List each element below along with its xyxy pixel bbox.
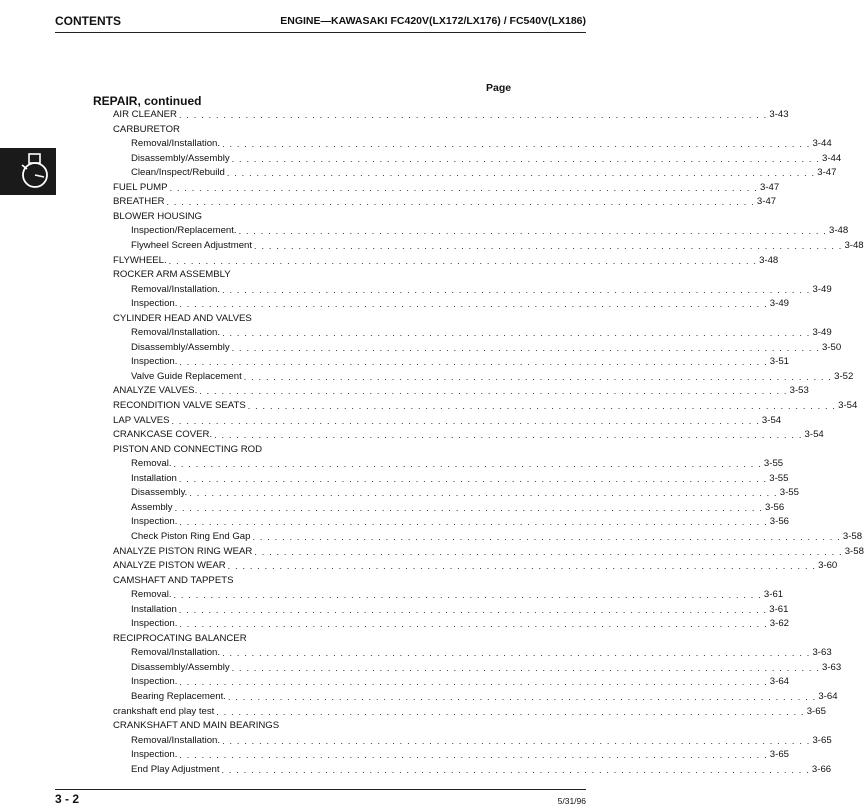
toc-entry-page: 3-51	[769, 356, 789, 368]
toc-heading: CRANKSHAFT AND MAIN BEARINGS	[113, 720, 280, 732]
toc-entry-page: 3-54	[804, 429, 824, 441]
toc-entry-title: Bearing Replacement.	[131, 691, 226, 702]
toc-entry-page: 3-56	[769, 516, 789, 528]
toc-entry-page: 3-55	[769, 472, 789, 484]
dot-leader: . . . . . . . . . . . . . . . . . . . . . . . . . . . . . . . . . . . . . . . . . . . . . . . . . . . . . . . . . . . . . . . . . . . . . . . . . . . . . . . .	[226, 168, 816, 179]
dot-leader: . . . . . . . . . . . . . . . . . . . . . . . . . . . . . . . . . . . . . . . . . . . . . . . . . . . . . . . . . . . . . . . . . . . . . . . . . . . . . . . .	[179, 357, 768, 368]
toc-entry[interactable]	[131, 515, 789, 530]
toc-entry-page: 3-44	[812, 138, 832, 150]
dot-leader: . . . . . . . . . . . . . . . . . . . . . . . . . . . . . . . . . . . . . . . . . . . . . . . . . . . . . . . . . . . . . . . . . . . . . . . . . . . . . . . .	[222, 735, 811, 746]
toc-entry-title: Inspection/Replacement.	[131, 225, 237, 237]
page-column-label: Page	[486, 82, 512, 94]
dot-leader: . . . . . . . . . . . . . . . . . . . . . . . . . . . . . . . . . . . . . . . . . . . . . . . . . . . . . . . . . . . . . . . . . . . . . . . . . . . . . . . .	[189, 488, 778, 499]
toc-entry[interactable]	[131, 734, 832, 749]
toc-entry[interactable]	[131, 457, 784, 472]
toc-entry-title: Removal/Installation.	[131, 647, 221, 659]
toc-entry-page: 3-64	[818, 691, 838, 702]
toc-entry-page: 3-65	[806, 705, 826, 717]
toc-entry-title: Installation	[131, 472, 177, 484]
dot-leader: . . . . . . . . . . . . . . . . . . . . . . . . . . . . . . . . . . . . . . . . . . . . . . . . . . . . . . . . . . . . . . . . . . . . . . . . . . . . . . . .	[173, 590, 762, 601]
toc-entry[interactable]	[131, 617, 789, 632]
toc-entry[interactable]	[113, 254, 779, 269]
toc-heading: CAMSHAFT AND TAPPETS	[113, 574, 234, 586]
toc-entry[interactable]	[113, 414, 782, 429]
toc-entry-page: 3-65	[812, 734, 832, 746]
toc-entry[interactable]	[131, 297, 789, 312]
footer-rule	[55, 789, 586, 790]
toc-entry-page: 3-49	[812, 327, 832, 339]
toc-entry-title: Inspection.	[131, 749, 178, 761]
engine-clock-icon	[0, 148, 56, 195]
toc-entry-page: 3-65	[769, 749, 789, 761]
toc-entry-title: Removal.	[131, 589, 172, 601]
dot-leader: . . . . . . . . . . . . . . . . . . . . . . . . . . . . . . . . . . . . . . . . . . . . . . . . . . . . . . . . . . . . . . . . . . . . . . . . . . . . . . . .	[254, 546, 843, 557]
toc-entry-page: 3-49	[769, 298, 789, 310]
dot-leader: . . . . . . . . . . . . . . . . . . . . . . . . . . . . . . . . . . . . . . . . . . . . . . . . . . . . . . . . . . . . . . . . . . . . . . . . . . . . . . . .	[231, 342, 821, 353]
toc-entry[interactable]	[131, 748, 789, 763]
toc-entry-title: Removal/Installation.	[131, 734, 221, 746]
dot-leader: . . . . . . . . . . . . . . . . . . . . . . . . . . . . . . . . . . . . . . . . . . . . . . . . . . . . . . . . . . . . . . . . . . . . . . . . . . . . . . . .	[231, 153, 821, 164]
toc-entry-title: ANALYZE PISTON RING WEAR	[113, 545, 253, 557]
toc-entry[interactable]	[113, 181, 780, 196]
toc-entry-page: 3-58	[842, 530, 863, 542]
toc-heading: BLOWER HOUSING	[113, 210, 203, 222]
toc-entry[interactable]	[131, 341, 842, 356]
toc-entry-page: 3-49	[812, 283, 832, 295]
toc-heading: CYLINDER HEAD AND VALVES	[113, 312, 252, 324]
dot-leader: . . . . . . . . . . . . . . . . . . . . . . . . . . . . . . . . . . . . . . . . . . . . . . . . . . . . . . . . . . . . . . . . . . . . . . . . . . . . . . . .	[179, 517, 768, 528]
toc-entry[interactable]	[131, 530, 863, 545]
toc-entry-title: Disassembly.	[131, 487, 188, 499]
toc-entry[interactable]	[131, 355, 789, 370]
toc-entry-page: 3-66	[811, 763, 832, 775]
toc-entry-title: LAP VALVES	[113, 414, 170, 426]
dot-leader: . . . . . . . . . . . . . . . . . . . . . . . . . . . . . . . . . . . . . . . . . . . . . . . . . . . . . . . . . . . . . . . . . . . . . . . . . . . . . . . .	[227, 561, 817, 572]
toc-entry[interactable]	[131, 224, 849, 239]
toc-entry-page: 3-47	[759, 181, 780, 193]
dot-leader: . . . . . . . . . . . . . . . . . . . . . . . . . . . . . . . . . . . . . . . . . . . . . . . . . . . . . . . . . . . . . . . . . . . . . . . . . . . . . . . .	[243, 371, 833, 382]
toc-entry-title: Removal.	[131, 458, 172, 470]
toc-entry-page: 3-55	[763, 458, 784, 470]
toc-entry-title: CRANKCASE COVER.	[113, 429, 213, 441]
toc-entry-page: 3-53	[789, 385, 809, 397]
toc-entry-title: Removal/Installation.	[131, 327, 221, 339]
toc-entry-page: 3-44	[822, 152, 842, 164]
toc-entry-title: Inspection.	[131, 618, 178, 630]
toc-entry-title: End Play Adjustment	[131, 763, 220, 775]
toc-entry-title: Inspection.	[131, 516, 178, 528]
toc-entry-page: 3-48	[828, 225, 849, 237]
toc-entry-page: 3-43	[769, 109, 789, 120]
toc-entry[interactable]	[113, 705, 826, 720]
toc-entry-title: Clean/Inspect/Rebuild	[131, 167, 225, 179]
toc-entry-page: 3-52	[834, 370, 854, 382]
toc-entry[interactable]	[113, 384, 809, 399]
toc-entry-page: 3-64	[769, 676, 789, 688]
toc-entry[interactable]	[131, 675, 789, 690]
dot-leader: . . . . . . . . . . . . . . . . . . . . . . . . . . . . . . . . . . . . . . . . . . . . . . . . . . . . . . . . . . . . . . . . . . . . . . . . . . . . . . . .	[222, 328, 811, 339]
dot-leader: . . . . . . . . . . . . . . . . . . . . . . . . . . . . . . . . . . . . . . . . . . . . . . . . . . . . . . . . . . . . . . . . . . . . . . . . . . . . . . . .	[214, 430, 803, 441]
toc-entry-title: FLYWHEEL.	[113, 254, 167, 266]
toc-entry-page: 3-63	[812, 647, 832, 659]
toc-entry[interactable]	[113, 195, 777, 210]
toc-entry-page: 3-61	[769, 603, 789, 615]
header-contents-label: CONTENTS	[55, 14, 121, 28]
toc-entry-page: 3-56	[764, 501, 785, 513]
toc-entry[interactable]	[131, 501, 785, 516]
dot-leader: . . . . . . . . . . . . . . . . . . . . . . . . . . . . . . . . . . . . . . . . . . . . . . . . . . . . . . . . . . . . . . . . . . . . . . . . . . . . . . . .	[252, 531, 841, 542]
toc-entry-title: Removal/Installation.	[131, 138, 221, 150]
dot-leader: . . . . . . . . . . . . . . . . . . . . . . . . . . . . . . . . . . . . . . . . . . . . . . . . . . . . . . . . . . . . . . . . . . . . . . . . . . . . . . . .	[179, 750, 768, 761]
toc-entry-page: 3-54	[838, 400, 858, 411]
dot-leader: . . . . . . . . . . . . . . . . . . . . . . . . . . . . . . . . . . . . . . . . . . . . . . . . . . . . . . . . . . . . . . . . . . . . . . . . . . . . . . . .	[222, 648, 811, 659]
toc-entry-title: Valve Guide Replacement	[131, 370, 242, 382]
toc-entry-page: 3-54	[761, 414, 782, 426]
dot-leader: . . . . . . . . . . . . . . . . . . . . . . . . . . . . . . . . . . . . . . . . . . . . . . . . . . . . . . . . . . . . . . . . . . . . . . . . . . . . . . . .	[178, 110, 768, 120]
toc-entry-title: Inspection.	[131, 676, 178, 688]
dot-leader: . . . . . . . . . . . . . . . . . . . . . . . . . . . . . . . . . . . . . . . . . . . . . . . . . . . . . . . . . . . . . . . . . . . . . . . . . . . . . . . .	[179, 299, 768, 310]
toc-entry[interactable]	[131, 152, 842, 167]
section-title: REPAIR, continued	[93, 94, 202, 108]
dot-leader: . . . . . . . . . . . . . . . . . . . . . . . . . . . . . . . . . . . . . . . . . . . . . . . . . . . . . . . . . . . . . . . . . . . . . . . . . . . . . . . .	[179, 619, 768, 630]
toc-entry-page: 3-62	[769, 618, 789, 630]
dot-leader: . . . . . . . . . . . . . . . . . . . . . . . . . . . . . . . . . . . . . . . . . . . . . . . . . . . . . . . . . . . . . . . . . . . . . . . . . . . . . . . .	[166, 197, 755, 208]
dot-leader: . . . . . . . . . . . . . . . . . . . . . . . . . . . . . . . . . . . . . . . . . . . . . . . . . . . . . . . . . . . . . . . . . . . . . . . . . . . . . . . .	[178, 473, 768, 484]
toc-entry[interactable]	[131, 646, 832, 661]
dot-leader: . . . . . . . . . . . . . . . . . . . . . . . . . . . . . . . . . . . . . . . . . . . . . . . . . . . . . . . . . . . . . . . . . . . . . . . . . . . . . . . .	[179, 677, 768, 688]
dot-leader: . . . . . . . . . . . . . . . . . . . . . . . . . . . . . . . . . . . . . . . . . . . . . . . . . . . . . . . . . . . . . . . . . . . . . . . . . . . . . . . .	[231, 662, 821, 673]
toc-entry[interactable]	[131, 690, 838, 705]
dot-leader: . . . . . . . . . . . . . . . . . . . . . . . . . . . . . . . . . . . . . . . . . . . . . . . . . . . . . . . . . . . . . . . . . . . . . . . . . . . . . . . .	[168, 255, 758, 266]
toc-entry-title: Disassembly/Assembly	[131, 341, 230, 353]
toc-entry[interactable]	[131, 370, 854, 385]
toc-entry-title: AIR CLEANER	[113, 109, 177, 120]
dot-leader: . . . . . . . . . . . . . . . . . . . . . . . . . . . . . . . . . . . . . . . . . . . . . . . . . . . . . . . . . . . . . . . . . . . . . . . . . . . . . . . .	[222, 284, 811, 295]
toc-entry[interactable]	[131, 603, 789, 618]
toc-entry-title: Flywheel Screen Adjustment	[131, 239, 253, 251]
toc-entry[interactable]	[113, 559, 838, 574]
toc-heading: ROCKER ARM ASSEMBLY	[113, 269, 231, 281]
toc-entry-page: 3-47	[817, 167, 837, 179]
toc-entry-page: 3-60	[818, 560, 838, 572]
toc-entry[interactable]	[131, 239, 864, 254]
toc-heading: PISTON AND CONNECTING ROD	[113, 443, 263, 455]
toc-entry-title: BREATHER	[113, 196, 165, 208]
dot-leader: . . . . . . . . . . . . . . . . . . . . . . . . . . . . . . . . . . . . . . . . . . . . . . . . . . . . . . . . . . . . . . . . . . . . . . . . . . . . . . . .	[178, 604, 768, 615]
toc-entry-page: 3-48	[759, 254, 779, 266]
toc-entry[interactable]	[131, 137, 832, 152]
toc-entry-title: Assembly	[131, 501, 173, 513]
toc-entry[interactable]	[131, 486, 799, 501]
toc-entry[interactable]	[113, 399, 858, 414]
dot-leader: . . . . . . . . . . . . . . . . . . . . . . . . . . . . . . . . . . . . . . . . . . . . . . . . . . . . . . . . . . . . . . . . . . . . . . . . . . . . . . . .	[174, 502, 763, 513]
footer-date: 5/31/96	[557, 796, 586, 806]
section-tab	[0, 148, 56, 195]
toc-entry-page: 3-58	[844, 545, 864, 557]
toc-entry-title: RECONDITION VALVE SEATS	[113, 400, 246, 411]
dot-leader: . . . . . . . . . . . . . . . . . . . . . . . . . . . . . . . . . . . . . . . . . . . . . . . . . . . . . . . . . . . . . . . . . . . . . . . . . . . . . . . .	[247, 401, 837, 411]
toc-entry[interactable]	[131, 763, 832, 778]
toc-entry-title: ANALYZE PISTON WEAR	[113, 560, 226, 572]
toc-entry-page: 3-55	[779, 487, 799, 499]
toc-entry-title: Removal/Installation.	[131, 283, 221, 295]
toc-entry-title: crankshaft end play test	[113, 705, 215, 717]
toc-entry-page: 3-50	[822, 341, 842, 353]
dot-leader: . . . . . . . . . . . . . . . . . . . . . . . . . . . . . . . . . . . . . . . . . . . . . . . . . . . . . . . . . . . . . . . . . . . . . . . . . . . . . . . .	[254, 240, 843, 251]
dot-leader: . . . . . . . . . . . . . . . . . . . . . . . . . . . . . . . . . . . . . . . . . . . . . . . . . . . . . . . . . . . . . . . . . . . . . . . . . . . . . . . .	[169, 182, 758, 193]
toc-entry-title: Check Piston Ring End Gap	[131, 530, 251, 542]
dot-leader: . . . . . . . . . . . . . . . . . . . . . . . . . . . . . . . . . . . . . . . . . . . . . . . . . . . . . . . . . . . . . . . . . . . . . . . . . . . . . . . .	[221, 764, 810, 775]
page-header	[55, 10, 586, 33]
dot-leader: . . . . . . . . . . . . . . . . . . . . . . . . . . . . . . . . . . . . . . . . . . . . . . . . . . . . . . . . . . . . . . . . . . . . . . . . . . . . . . . .	[216, 706, 805, 717]
toc-entry-title: Disassembly/Assembly	[131, 661, 230, 673]
header-engine-title: ENGINE—KAWASAKI FC420V(LX172/LX176) / FC540V(LX186)	[280, 15, 586, 27]
toc-entry-title: Inspection.	[131, 298, 178, 310]
toc-entry[interactable]	[113, 108, 789, 123]
toc-entry[interactable]	[131, 472, 789, 487]
dot-leader: . . . . . . . . . . . . . . . . . . . . . . . . . . . . . . . . . . . . . . . . . . . . . . . . . . . . . . . . . . . . . . . . . . . . . . . . . . . . . . . .	[199, 386, 788, 397]
dot-leader: . . . . . . . . . . . . . . . . . . . . . . . . . . . . . . . . . . . . . . . . . . . . . . . . . . . . . . . . . . . . . . . . . . . . . . . . . . . . . . . .	[227, 692, 817, 702]
toc-entry-title: Installation	[131, 603, 177, 615]
toc-entry[interactable]	[113, 428, 824, 443]
toc-entry-page: 3-63	[822, 661, 842, 673]
toc-entry[interactable]	[113, 545, 864, 560]
dot-leader: . . . . . . . . . . . . . . . . . . . . . . . . . . . . . . . . . . . . . . . . . . . . . . . . . . . . . . . . . . . . . . . . . . . . . . . . . . . . . . . .	[171, 415, 760, 426]
dot-leader: . . . . . . . . . . . . . . . . . . . . . . . . . . . . . . . . . . . . . . . . . . . . . . . . . . . . . . . . . . . . . . . . . . . . . . . . . . . . . . . .	[173, 459, 762, 470]
toc-entry-title: FUEL PUMP	[113, 181, 168, 193]
toc-entry[interactable]	[131, 326, 832, 341]
toc-entry-page: 3-48	[844, 239, 864, 251]
toc-entry-title: ANALYZE VALVES.	[113, 385, 198, 397]
dot-leader: . . . . . . . . . . . . . . . . . . . . . . . . . . . . . . . . . . . . . . . . . . . . . . . . . . . . . . . . . . . . . . . . . . . . . . . . . . . . . . . .	[222, 139, 811, 150]
dot-leader: . . . . . . . . . . . . . . . . . . . . . . . . . . . . . . . . . . . . . . . . . . . . . . . . . . . . . . . . . . . . . . . . . . . . . . . . . . . . . . . .	[238, 226, 827, 237]
toc-entry[interactable]	[131, 166, 837, 181]
toc-entry-page: 3-47	[756, 196, 777, 208]
toc-heading: CARBURETOR	[113, 123, 180, 135]
toc-heading: RECIPROCATING BALANCER	[113, 632, 247, 644]
toc-entry-title: Disassembly/Assembly	[131, 152, 230, 164]
toc-entry-title: Inspection.	[131, 356, 178, 368]
toc-entry[interactable]	[131, 588, 784, 603]
footer-page-number: 3 - 2	[55, 792, 80, 806]
toc-entry[interactable]	[131, 283, 832, 298]
toc-entry-page: 3-61	[763, 589, 784, 601]
toc-entry[interactable]	[131, 661, 842, 676]
